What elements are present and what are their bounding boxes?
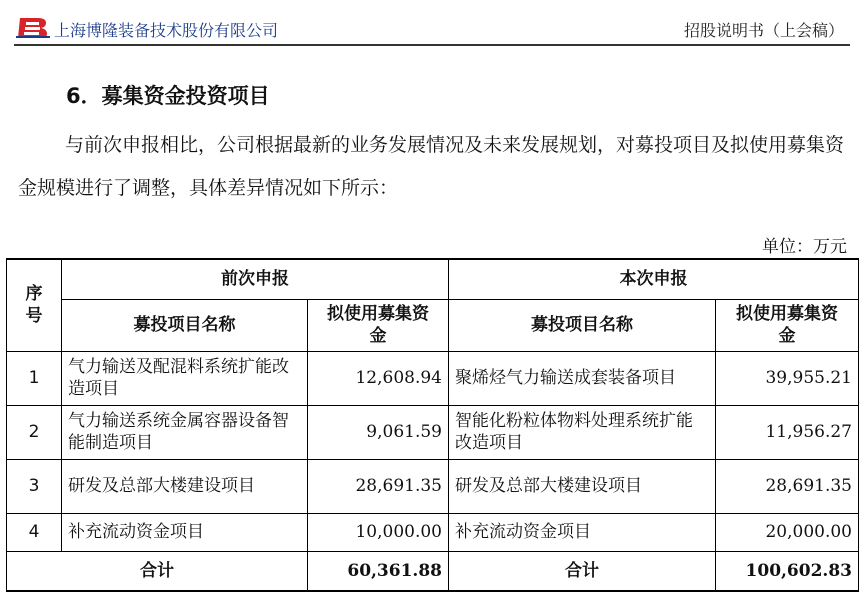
curr-project-name: 补充流动资金项目 [449,513,716,551]
company-logo-icon [16,16,50,40]
curr-project-name: 研发及总部大楼建设项目 [449,459,716,513]
table-row [7,459,859,513]
curr-project-name: 聚烯烃气力输送成套装备项目 [449,351,716,405]
table-header-row [7,259,859,299]
prev-amount-header: 拟使用募集资金 [308,299,449,351]
curr-total-label: 合计 [449,551,716,591]
prev-total-amount: 60,361.88 [308,551,449,591]
curr-project-header: 募投项目名称 [449,299,716,351]
table-total-row [7,551,859,591]
curr-amount: 20,000.00 [716,513,859,551]
company-name: 上海博隆装备技术股份有限公司 [54,21,279,40]
curr-total-amount: 100,602.83 [716,551,859,591]
table-row [7,405,859,459]
row-index: 1 [7,351,62,405]
prev-project-name: 气力输送及配混料系统扩能改造项目 [62,351,308,405]
body-paragraph: 与前次申报相比，公司根据最新的业务发展情况及未来发展规划，对募投项目及拟使用募集资金规模进行了调整，具体差异情况如下所示： [18,134,845,199]
prev-project-name: 气力输送系统金属容器设备智能制造项目 [62,405,308,459]
table-subheader-row [7,299,859,351]
table-row [7,513,859,551]
prev-project-name: 研发及总部大楼建设项目 [62,459,308,513]
curr-amount-header: 拟使用募集资金 [716,299,859,351]
page-header [14,14,850,46]
section-title: 6．募集资金投资项目 [66,84,270,108]
table-row [7,351,859,405]
curr-amount: 39,955.21 [716,351,859,405]
document-type: 招股说明书（上会稿） [683,21,844,40]
unit-label: 单位：万元 [762,237,847,257]
fund-projects-table [6,258,859,592]
group-curr-header: 本次申报 [449,259,859,299]
row-index: 3 [7,459,62,513]
curr-project-name: 智能化粉粒体物料处理系统扩能改造项目 [449,405,716,459]
prev-amount: 10,000.00 [308,513,449,551]
prev-amount: 9,061.59 [308,405,449,459]
prev-project-name: 补充流动资金项目 [62,513,308,551]
row-index: 4 [7,513,62,551]
curr-amount: 11,956.27 [716,405,859,459]
prev-amount: 28,691.35 [308,459,449,513]
group-prev-header: 前次申报 [62,259,449,299]
col-index-header: 序号 [7,259,62,351]
prev-project-header: 募投项目名称 [62,299,308,351]
prev-amount: 12,608.94 [308,351,449,405]
row-index: 2 [7,405,62,459]
curr-amount: 28,691.35 [716,459,859,513]
prev-total-label: 合计 [7,551,308,591]
